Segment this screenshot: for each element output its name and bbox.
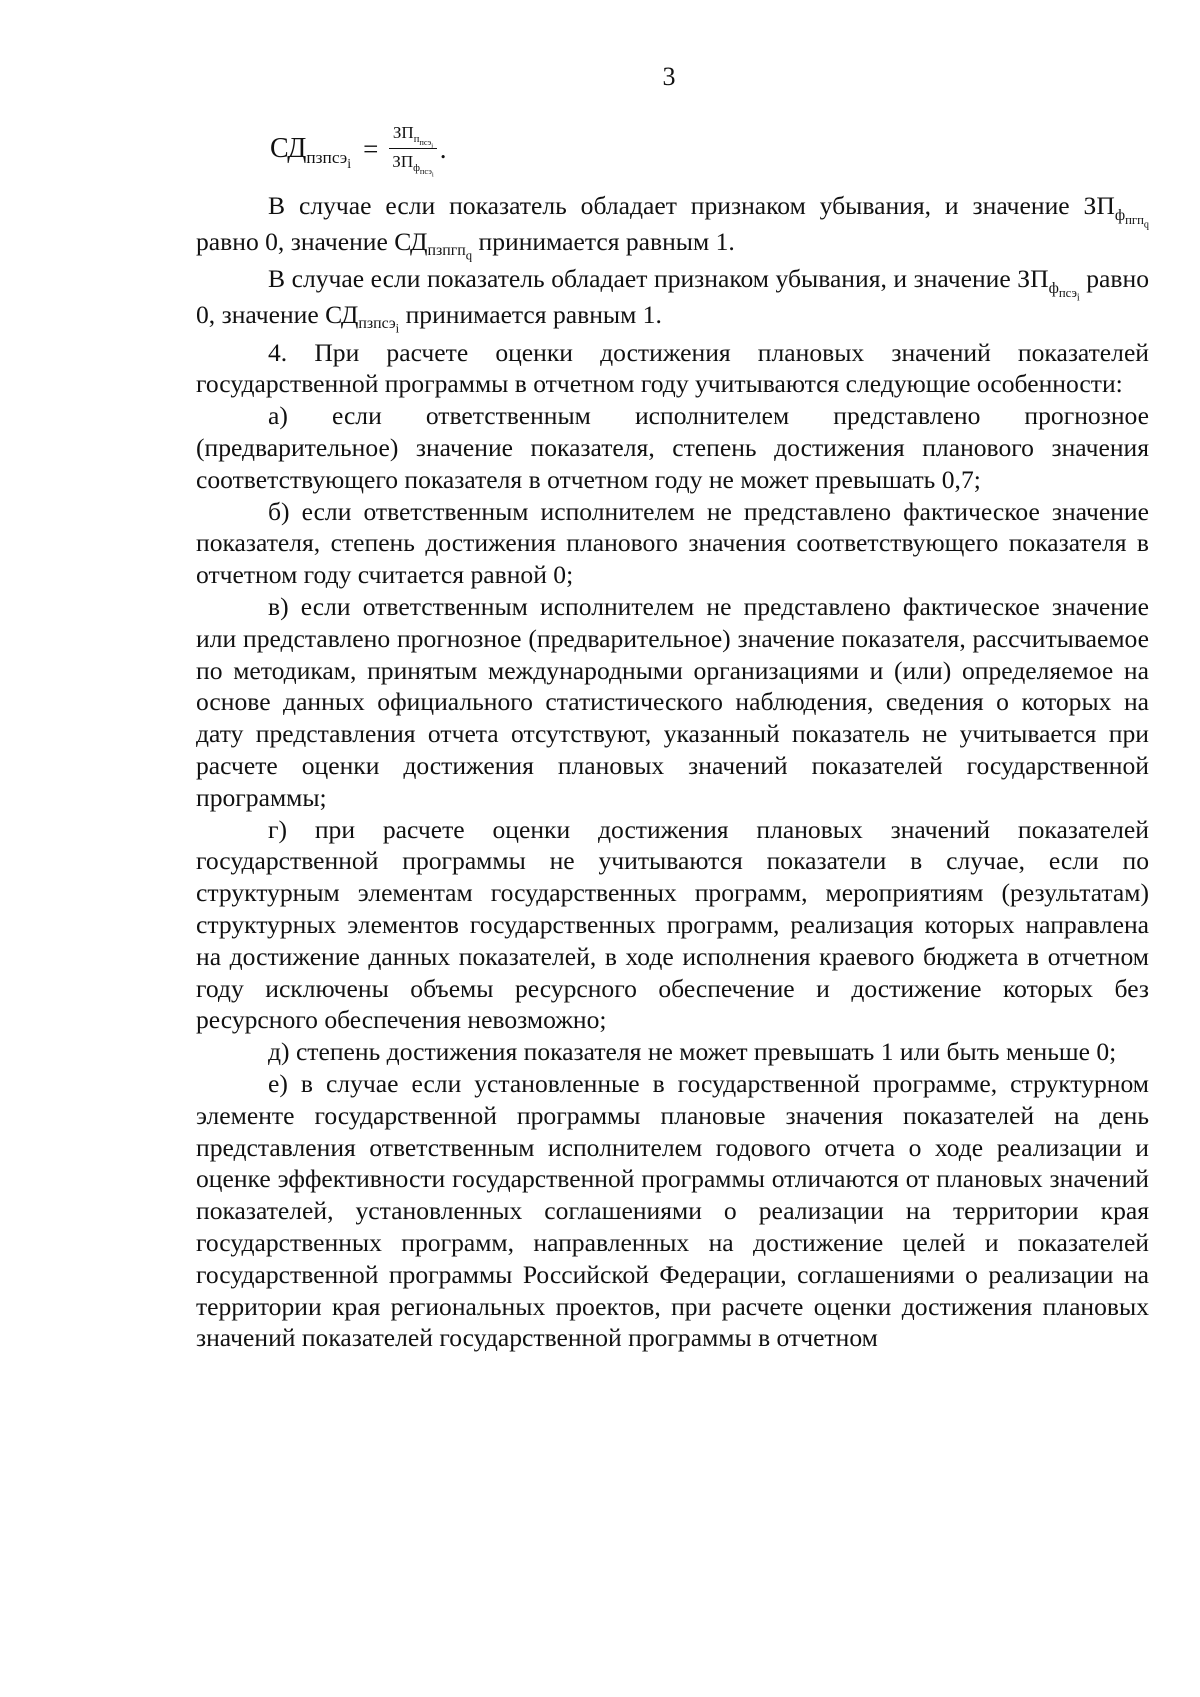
inline-zp-index: i (1076, 292, 1080, 304)
inline-zp-sub: ф (1048, 279, 1059, 297)
paragraph-text: принимается равным 1. (399, 299, 662, 329)
inline-sd-index: q (465, 248, 473, 263)
formula-denominator-sub: ф (413, 162, 420, 174)
inline-sd-index: i (395, 321, 400, 336)
inline-sd-symbol (394, 226, 473, 263)
paragraph-item-b: б) если ответственным исполнителем не представлено фактическое значение показателя, степень достижения планового значения соответствующего показателя в отчетном году считается равной 0; (196, 496, 1149, 590)
inline-zp-sub2: пгп (1125, 212, 1144, 227)
formula-equals-sign: = (363, 133, 379, 164)
formula-numerator-index: i (431, 142, 434, 149)
formula-denominator-index: i (431, 170, 434, 178)
paragraph-item-e: е) в случае если установленные в государственной программе, структурном элементе государственной программы плановые значения показателей на день представления ответственным исполнителем годового отчета о ходе реализации и оценке эффективности государственной программы отличаются от плановых значений показателей, установленных соглашениями о реализации на территории края государственных программ, направленных на достижение целей и показателей государственной программы Российской Федерации, соглашениями о реализации на территории края региональных проектов, при расчете оценки достижения плановых значений показателей государственной программы в отчетном (196, 1068, 1149, 1353)
inline-sd-sub: пзпсэ (358, 315, 396, 333)
inline-sd: СД (394, 226, 428, 256)
inline-zp-index: q (1143, 219, 1149, 231)
formula-numerator-sub2: псэ (419, 136, 432, 147)
paragraph-item-v: в) если ответственным исполнителем не представлено фактическое значение или представлено прогнозное (предварительное) значение показателя, рассчитываемое по методикам, принятым международными организациями и (или) определяемое на основе данных официального статистического наблюдения, сведения о которых на дату представления отчета отсутствуют, указанный показатель не учитывается при расчете оценки достижения плановых значений показателей государственной программы; (196, 592, 1149, 812)
formula-numerator-sub: п (413, 133, 420, 145)
page-number: 3 (662, 62, 676, 91)
inline-zp-symbol (1083, 191, 1149, 231)
formula-numerator-symbol: ЗП (392, 123, 414, 143)
paragraph-text: равно 0, значение (196, 264, 1149, 329)
formula-denominator-symbol: ЗП (392, 152, 414, 171)
formula-lhs-subscript: пзпсэ (306, 148, 348, 168)
paragraph-text: В случае если показатель обладает признаком убывания, и значение (268, 191, 1084, 220)
paragraph-item-g: г) при расчете оценки достижения плановых значений показателей государственной программы не учитываются показатели в случае, если по структурным элементам государственных программ, мероприятиям (результатам) структурных элементов государственных программ, реализация которых направлена на достижение данных показателей, в ходе исполнения краевого бюджета в отчетном году исключены объемы ресурсного обеспечение и достижение которых без ресурсного обеспечения невозможно; (196, 814, 1149, 1035)
inline-zp: ЗП (1083, 191, 1115, 220)
inline-zp-sub: ф (1114, 206, 1126, 224)
inline-zp-symbol (1017, 264, 1080, 304)
inline-zp: ЗП (1017, 264, 1049, 294)
formula-sd-pzpse (270, 108, 447, 190)
paragraph-item-a: а) если ответственным исполнителем представлено прогнозное (предварительное) значение показателя, степень достижения планового значения соответствующего показателя в отчетном году не может превышать 0,7; (196, 401, 1149, 494)
document-body (196, 190, 1149, 1354)
paragraph-text: В случае если показатель обладает признаком убывания, и значение (268, 264, 1018, 294)
inline-sd-symbol (325, 299, 400, 336)
formula-period: . (439, 133, 447, 164)
inline-sd: СД (325, 299, 359, 329)
paragraph-item-d: д) степень достижения показателя не может превышать 1 или быть меньше 0; (268, 1037, 1117, 1067)
formula-fraction (388, 123, 437, 178)
paragraph-decreasing-element (196, 263, 1149, 336)
formula-lhs-symbol: СД (270, 133, 307, 164)
paragraph-decreasing-program (196, 190, 1149, 263)
formula-denominator (388, 149, 437, 178)
inline-sd-sub: пзпгп (427, 242, 466, 260)
formula-denominator-sub2: псэ (419, 165, 432, 176)
formula-lhs-index: i (347, 156, 352, 172)
formula-lhs (270, 133, 352, 172)
paragraph-text: равно 0, значение (196, 226, 395, 256)
inline-zp-sub2: псэ (1058, 286, 1077, 301)
paragraph-text: принимается равным 1. (472, 226, 735, 256)
formula-numerator (389, 123, 437, 149)
paragraph-item-4: 4. При расчете оценки достижения плановых значений показателей государственной программы в отчетном году учитываются следующие особенности: (196, 337, 1149, 399)
